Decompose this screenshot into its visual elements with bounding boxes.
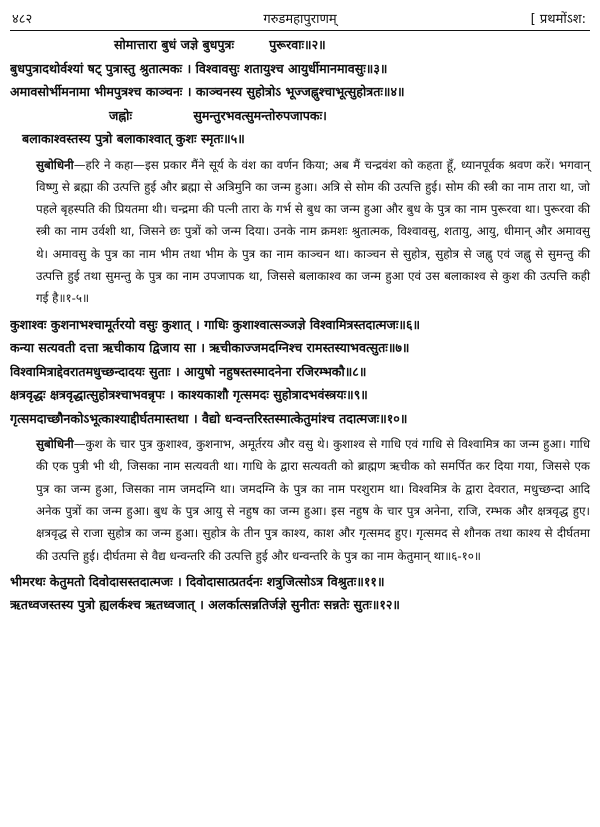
verse-line [10, 57, 590, 81]
verse-line [10, 407, 590, 431]
commentary-1 [10, 154, 590, 310]
verse-line [10, 313, 590, 337]
verse-text: गृत्समदाच्छौनकोऽभूत्काश्याद्दीर्घतमास्तथा । वैद्यो धन्वन्तरिस्तस्मात्केतुमांश्च तदात्मजः॥१०॥ [10, 410, 408, 426]
commentary-2 [10, 433, 590, 567]
verse-text: कन्या सत्यवती दत्ता ऋचीकाय द्विजाय सा । ऋचीकाज्जमदग्निश्च रामस्तस्याभवत्सुतः॥७॥ [10, 340, 410, 356]
verse-line [10, 336, 590, 360]
verse-line [10, 104, 590, 128]
verse-text: विश्वामित्राद्देवरातमधुच्छन्दादयः सुताः । आयुषो नहुषस्तस्मादनेना रजिरम्भकौ॥८॥ [10, 363, 367, 379]
section-label: [ प्रथमोंऽश: [530, 12, 586, 27]
commentary-text: —हरि ने कहा—इस प्रकार मैंने सूर्य के वंश का वर्णन किया; अब मैं चन्द्रवंश को कहता हूँ, ध्यानपूर्वक श्रवण करें। भगवान् विष्णु से ब्रह्मा की उत्पत्ति हुई और ब्रह्मा से अत्रिमुनि का जन्म हुआ। अत्रि से सोम की उत्पत्ति हुई। सोम की स्त्री का नाम तारा था, जो पहले बृहस्पति की प्रियतमा थी। चन्द्रमा की पत्नी तारा के गर्भ से बुध का जन्म हुआ और बुध के पुत्र का नाम पुरूरवा था। पुरूरवा की स्त्री का नाम उर्वशी था, जिसने छः पुत्रों को जन्म दिया। उनके नाम क्रमशः श्रुतात्मक, विश्वावसु, शतायु, आयु, धीमान् और अमावसु थे। अमावसु के पुत्र का नाम भीम तथा भीम के पुत्र का नाम काञ्चन था। काञ्चन से सुहोत्र, सुहोत्र से जह्नु एवं जह्नु से सुमन्तु की उत्पत्ति हुई तथा सुमन्तु के पुत्र का नाम उपजापक था, जिससे बलाकाश्व का जन्म हुआ एवं उस बलाकाश्व से कुश की उत्पत्ति कही गई है॥१-५॥ [36, 157, 590, 306]
commentary-label: सुबोधिनी [36, 157, 74, 172]
header-rule [10, 30, 590, 31]
verse-block-1 [10, 33, 590, 151]
verse-line [10, 570, 590, 594]
verse-text: ऋतध्वजस्तस्य पुत्रो ह्यलर्कश्च ऋतध्वजात् । अलर्कात्सन्नतिर्जज्ञे सुनीतः सन्नतेः सुतः॥१२॥ [10, 597, 400, 613]
verse-line [10, 33, 590, 57]
verse-text: सुमन्तुरभवत्सुमन्तोरुपजापकः। [193, 107, 327, 123]
page-number: ४८२ [12, 12, 33, 27]
verse-line [10, 80, 590, 104]
verse-text: भीमरथः केतुमतो दिवोदासस्तदात्मजः । दिवोदासात्प्रतर्दनः शत्रुजित्सोऽत्र विश्रुतः॥११॥ [10, 573, 385, 589]
verse-text: पुरूरवाः॥२॥ [269, 37, 326, 52]
verse-block-3 [10, 570, 590, 617]
verse-text: जह्नोः [109, 107, 132, 123]
page-header [10, 6, 590, 28]
verse-text: अमावसोर्भीमनामा भीमपुत्रश्च काञ्चनः । काञ्चनस्य सुहोत्रोऽ भूज्जह्नुश्चाभूत्सुहोत्रतः॥४॥ [10, 84, 405, 99]
running-title: गरुडमहापुराणम् [263, 12, 337, 27]
verse-text: सोमात्तारा बुधं जज्ञे बुधपुत्रः [114, 37, 235, 52]
commentary-label: सुबोधिनी [36, 437, 74, 452]
verse-line [10, 593, 590, 617]
verse-line [10, 127, 590, 151]
verse-block-2 [10, 313, 590, 431]
verse-text: कुशाश्वः कुशनाभश्चामूर्तरयो वसुः कुशात् । गाधिः कुशाश्वात्सञ्जज्ञे विश्वामित्रस्तदात्मजः॥६॥ [10, 316, 421, 332]
verse-line [10, 360, 590, 384]
verse-text: बलाकाश्वस्तस्य पुत्रो बलाकाश्वात् कुशः स्मृतः॥५॥ [22, 131, 245, 146]
commentary-text: —कुश के चार पुत्र कुशाश्व, कुशनाभ, अमूर्तरय और वसु थे। कुशाश्व से गाधि एवं गाधि से विश्वामित्र का जन्म हुआ। गाधि की एक पुत्री भी थी, जिसका नाम सत्यवती था। गाधि के द्वारा सत्यवती को ब्राह्मण ऋचीक को समर्पित कर दिया गया, जिससे एक पुत्र का जन्म हुआ, जिसका नाम जमदग्नि था। जमदग्नि के पुत्र का नाम परशुराम था। विश्वमित्र के द्वारा देवरात, मधुच्छन्दा आदि अनेक पुत्रों का जन्म हुआ। बुध के पुत्र आयु से नहुष का जन्म हुआ। इस नहुष के चार पुत्र अनेना, राजि, रम्भक और क्षत्रवृद्ध हुए। क्षत्रवृद्ध से राजा सुहोत्र का जन्म हुआ। सुहोत्र के तीन पुत्र काश्य, काश और गृत्समद हुए। गृत्समद से शौनक तथा काश्य से दीर्घतमा की उत्पत्ति हुई। दीर्घतमा से वैद्य धन्वन्तरि की उत्पत्ति हुई और धन्वन्तरि के पुत्र का नाम केतुमान् था॥६-१०॥ [36, 437, 590, 563]
verse-line [10, 383, 590, 407]
verse-text: बुधपुत्रादथोर्वश्यां षट् पुत्रास्तु श्रुतात्मकः । विश्वावसुः शतायुश्च आयुर्धीमानमावसुः॥३॥ [10, 60, 388, 76]
verse-text: क्षत्रवृद्धः क्षत्रवृद्धात्सुहोत्रश्चाभवन्नृपः । काश्यकाशौ गृत्समदः सुहोत्रादभवंस्त्रयः॥९॥ [10, 387, 368, 403]
